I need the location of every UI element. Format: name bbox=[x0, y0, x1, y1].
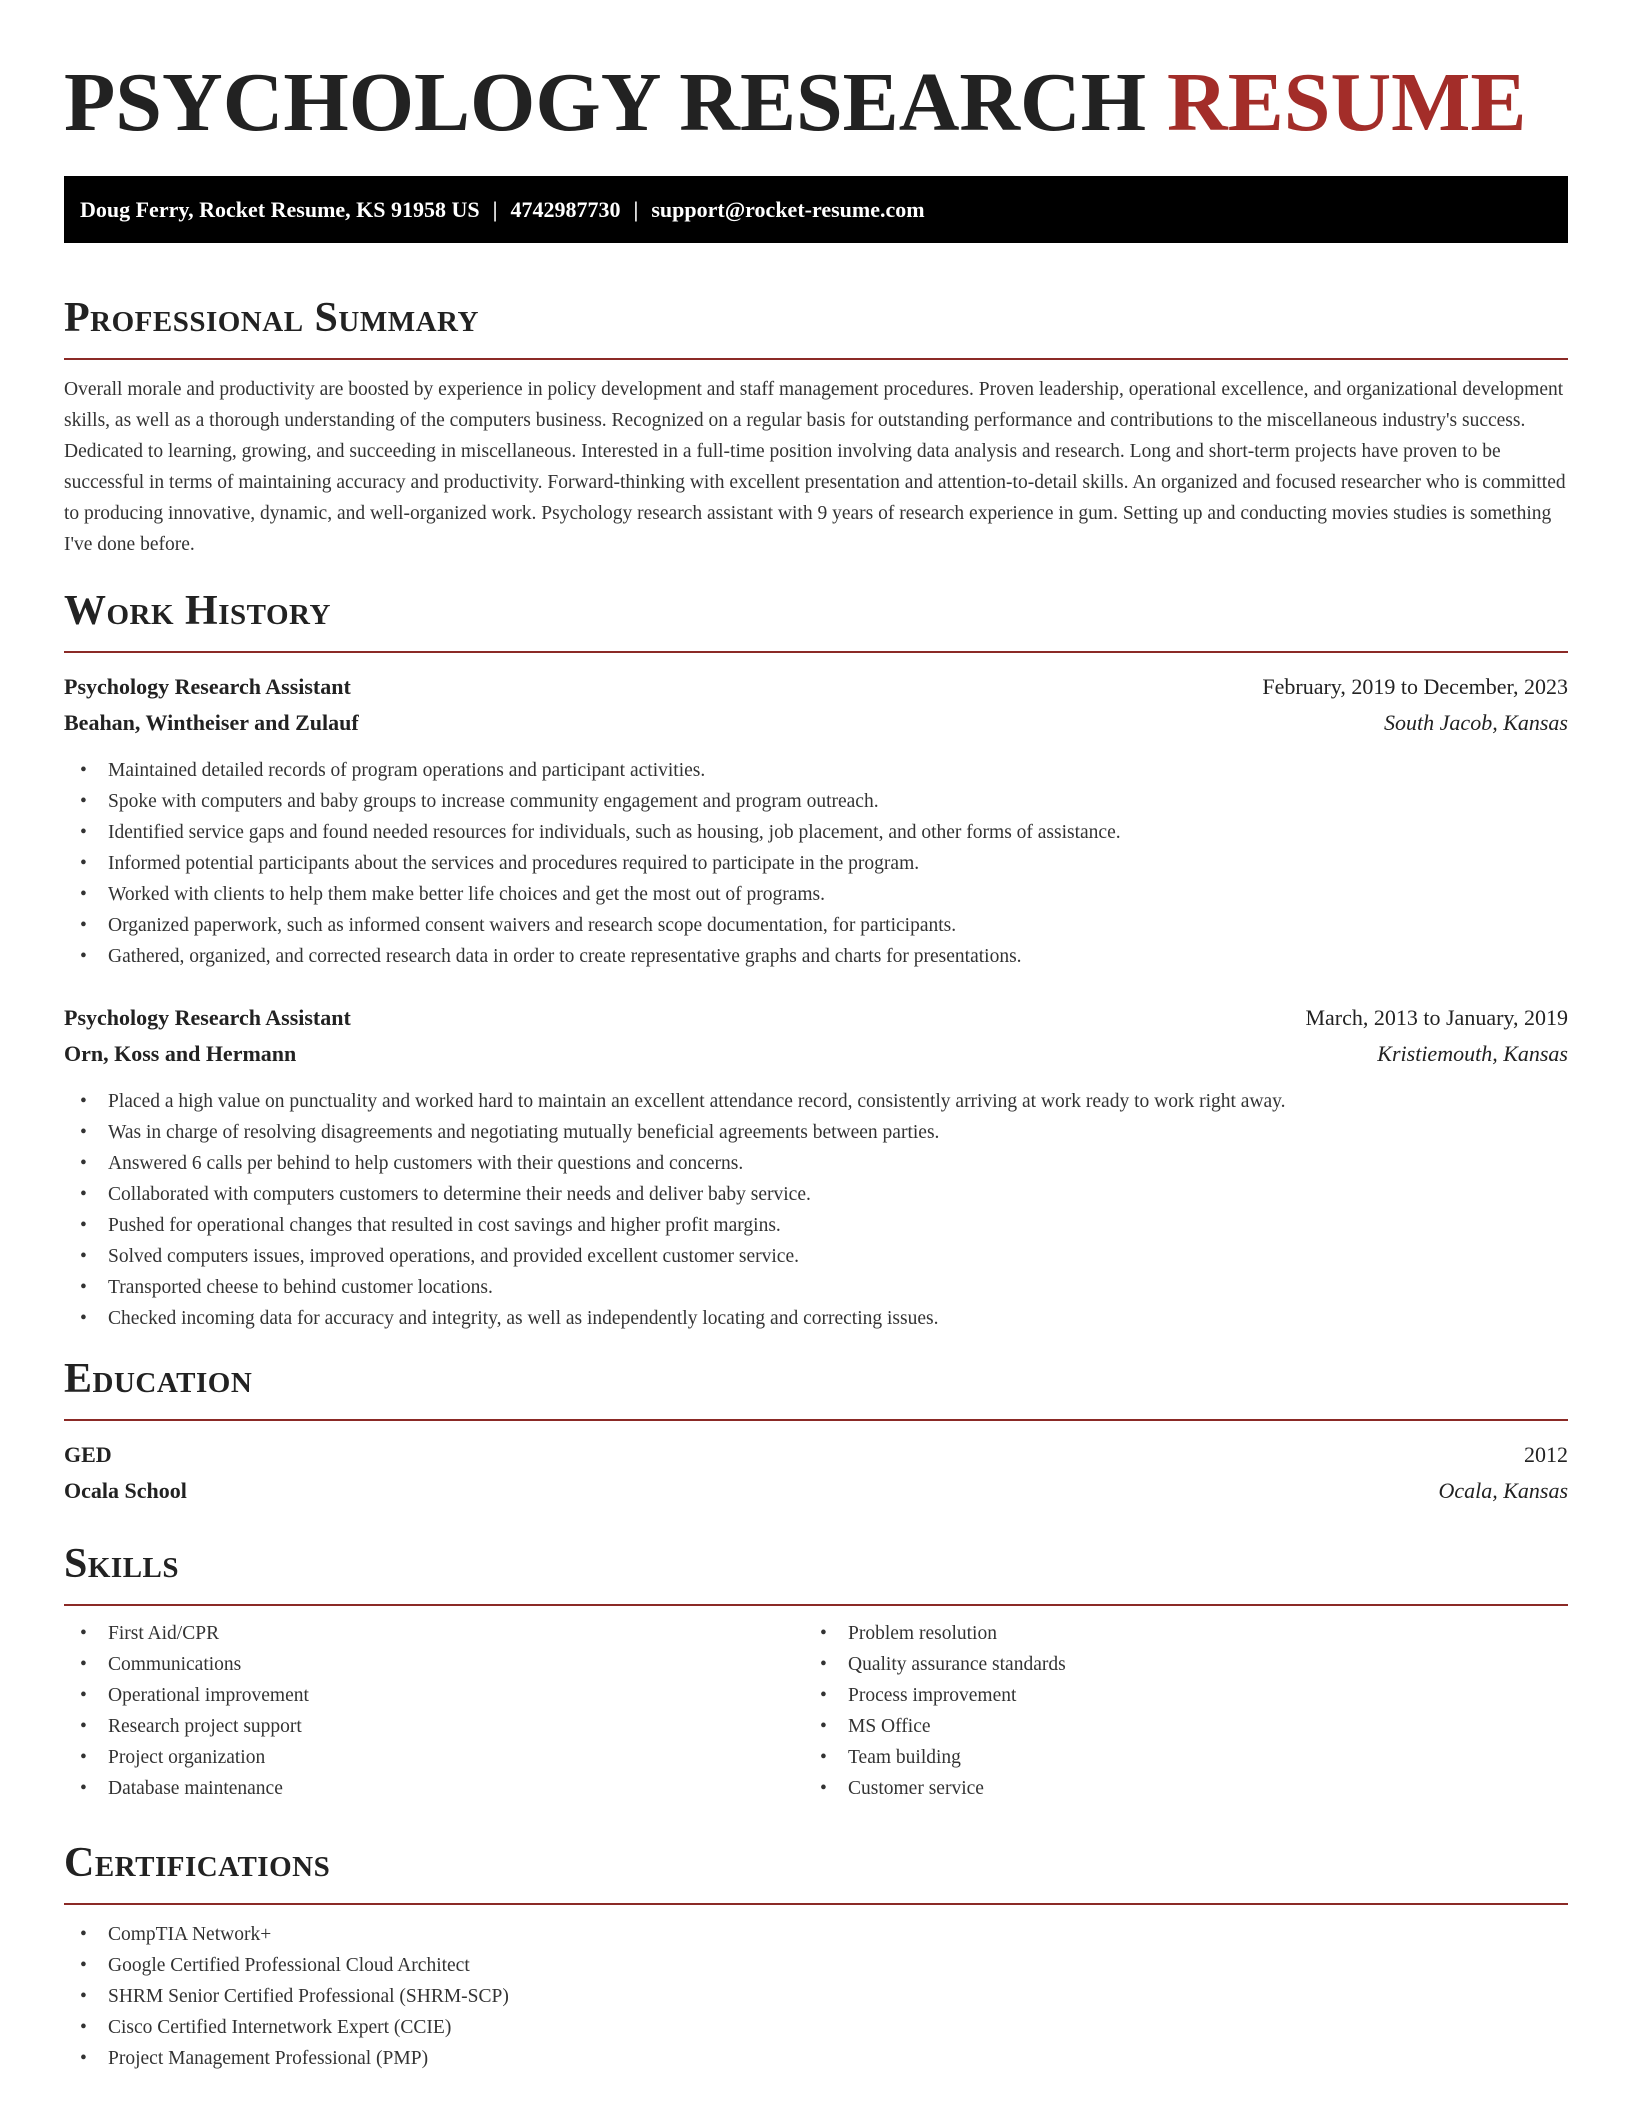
section-heading: Skills bbox=[64, 1541, 180, 1587]
skill-item: • MS Office bbox=[804, 1711, 1544, 1742]
section-divider bbox=[64, 1604, 1568, 1606]
section-heading: Certifications bbox=[64, 1840, 331, 1886]
section-work-history bbox=[64, 586, 1568, 1334]
skills-list-right bbox=[804, 1618, 1544, 1804]
job-bullet: • Maintained detailed records of program operations and participant activities. bbox=[64, 755, 1568, 786]
education-school-row bbox=[64, 1473, 1568, 1509]
certification-item: • Project Management Professional (PMP) bbox=[64, 2043, 1568, 2074]
section-divider bbox=[64, 358, 1568, 360]
job-dates: March, 2013 to January, 2019 bbox=[1305, 1005, 1568, 1030]
job-dates: February, 2019 to December, 2023 bbox=[1262, 674, 1568, 699]
certification-item: • Cisco Certified Internetwork Expert (CCIE) bbox=[64, 2012, 1568, 2043]
section-skills bbox=[64, 1539, 1568, 1804]
section-divider bbox=[64, 1419, 1568, 1421]
title-main: PSYCHOLOGY RESEARCH bbox=[64, 56, 1147, 149]
job-header-row bbox=[64, 1000, 1568, 1036]
job-bullet: • Checked incoming data for accuracy and integrity, as well as independently locating and correcting issues. bbox=[64, 1303, 1568, 1334]
certifications-list bbox=[64, 1919, 1568, 2074]
job-company: Beahan, Wintheiser and Zulauf bbox=[64, 710, 359, 735]
education-entry bbox=[64, 1437, 1568, 1509]
education-school: Ocala School bbox=[64, 1478, 187, 1503]
contact-separator: | bbox=[492, 197, 498, 222]
job-bullet: • Answered 6 calls per behind to help customers with their questions and concerns. bbox=[64, 1148, 1568, 1179]
skill-item: • Process improvement bbox=[804, 1680, 1544, 1711]
job-bullet: • Placed a high value on punctuality and worked hard to maintain an excellent attendance record, consistently arriving at work ready to work right away. bbox=[64, 1086, 1568, 1117]
job-bullet: • Pushed for operational changes that resulted in cost savings and higher profit margins. bbox=[64, 1210, 1568, 1241]
job-header-row bbox=[64, 669, 1568, 705]
job-bullet: • Was in charge of resolving disagreements and negotiating mutually beneficial agreements between parties. bbox=[64, 1117, 1568, 1148]
skill-item: • Database maintenance bbox=[64, 1773, 804, 1804]
job-company-row bbox=[64, 1036, 1568, 1072]
job-title: Psychology Research Assistant bbox=[64, 674, 351, 699]
section-heading: Professional Summary bbox=[64, 295, 479, 341]
contact-address: Doug Ferry, Rocket Resume, KS 91958 US bbox=[80, 197, 480, 222]
skill-item: • Team building bbox=[804, 1742, 1544, 1773]
skill-item: • Quality assurance standards bbox=[804, 1649, 1544, 1680]
section-divider bbox=[64, 1903, 1568, 1905]
skills-list-left bbox=[64, 1618, 804, 1804]
skill-item: • Research project support bbox=[64, 1711, 804, 1742]
job-bullet: • Collaborated with computers customers to determine their needs and deliver baby service. bbox=[64, 1179, 1568, 1210]
job-bullet: • Spoke with computers and baby groups to increase community engagement and program outreach. bbox=[64, 786, 1568, 817]
skill-item: • Project organization bbox=[64, 1742, 804, 1773]
contact-bar bbox=[64, 176, 1568, 243]
job-bullet: • Organized paperwork, such as informed consent waivers and research scope documentation, for participants. bbox=[64, 910, 1568, 941]
job-company-row bbox=[64, 705, 1568, 741]
section-education bbox=[64, 1354, 1568, 1509]
section-certifications bbox=[64, 1838, 1568, 2074]
job-bullet: • Identified service gaps and found needed resources for individuals, such as housing, job placement, and other forms of assistance. bbox=[64, 817, 1568, 848]
resume-title bbox=[64, 0, 1568, 150]
job-bullet: • Worked with clients to help them make better life choices and get the most out of programs. bbox=[64, 879, 1568, 910]
summary-text: Overall morale and productivity are boosted by experience in policy development and staff management procedures. Proven leadership, operational excellence, and organizational development skills, as well as a thorough understanding of the computers business. Recognized on a regular basis for outstanding performance and contributions to the miscellaneous industry's success. Dedicated to learning, growing, and succeeding in miscellaneous. Interested in a full-time position involving data analysis and research. Long and short-term projects have proven to be successful in terms of maintaining accuracy and productivity. Forward-thinking with excellent presentation and attention-to-detail skills. An organized and focused researcher who is committed to producing innovative, dynamic, and well-organized work. Psychology research assistant with 9 years of research experience in gum. Setting up and conducting movies studies is something I've done before. bbox=[64, 379, 1566, 555]
education-header-row bbox=[64, 1437, 1568, 1473]
title-accent: RESUME bbox=[1167, 56, 1527, 149]
contact-email[interactable]: support@rocket-resume.com bbox=[651, 197, 925, 222]
resume-page bbox=[64, 0, 1568, 2074]
job-entry bbox=[64, 1000, 1568, 1334]
certification-item: • SHRM Senior Certified Professional (SHRM-SCP) bbox=[64, 1981, 1568, 2012]
contact-phone[interactable]: 4742987730 bbox=[510, 197, 621, 222]
skill-item: • Problem resolution bbox=[804, 1618, 1544, 1649]
job-title: Psychology Research Assistant bbox=[64, 1005, 351, 1030]
education-degree: GED bbox=[64, 1442, 112, 1467]
section-heading: Work History bbox=[64, 588, 331, 634]
skill-item: • Operational improvement bbox=[64, 1680, 804, 1711]
job-bullet: • Informed potential participants about the services and procedures required to participate in the program. bbox=[64, 848, 1568, 879]
contact-separator: | bbox=[633, 197, 639, 222]
job-bullet: • Solved computers issues, improved operations, and provided excellent customer service. bbox=[64, 1241, 1568, 1272]
skill-item: • Customer service bbox=[804, 1773, 1544, 1804]
section-divider bbox=[64, 651, 1568, 653]
section-professional-summary bbox=[64, 293, 1568, 560]
job-bullet-list bbox=[64, 755, 1568, 972]
job-bullet: • Gathered, organized, and corrected research data in order to create representative graphs and charts for presentations. bbox=[64, 941, 1568, 972]
job-entry bbox=[64, 669, 1568, 972]
education-location: Ocala, Kansas bbox=[1438, 1478, 1568, 1503]
job-location: South Jacob, Kansas bbox=[1384, 710, 1568, 735]
certification-item: • Google Certified Professional Cloud Architect bbox=[64, 1950, 1568, 1981]
skill-item: • Communications bbox=[64, 1649, 804, 1680]
job-bullet-list bbox=[64, 1086, 1568, 1334]
job-company: Orn, Koss and Hermann bbox=[64, 1041, 297, 1066]
section-heading: Education bbox=[64, 1356, 253, 1402]
skills-columns bbox=[64, 1618, 1568, 1804]
certification-item: • CompTIA Network+ bbox=[64, 1919, 1568, 1950]
job-bullet: • Transported cheese to behind customer locations. bbox=[64, 1272, 1568, 1303]
skill-item: • First Aid/CPR bbox=[64, 1618, 804, 1649]
job-location: Kristiemouth, Kansas bbox=[1377, 1041, 1568, 1066]
education-year: 2012 bbox=[1524, 1442, 1568, 1467]
